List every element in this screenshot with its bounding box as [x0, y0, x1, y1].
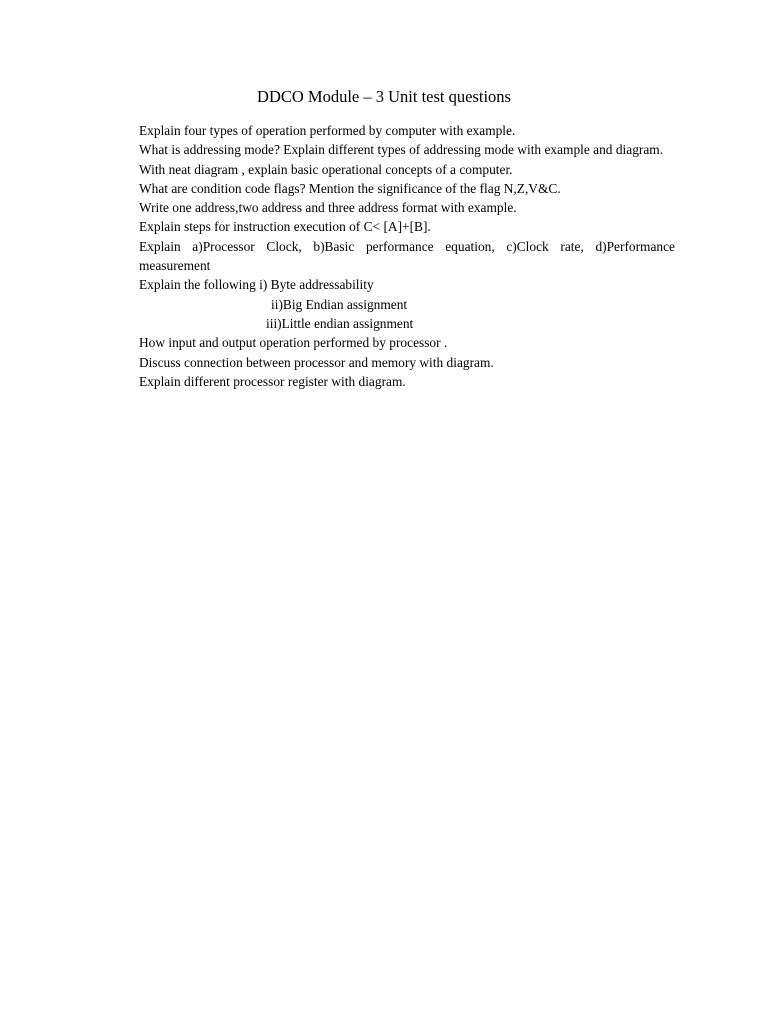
question-2: What is addressing mode? Explain different types of addressing mode with example and diagram. [139, 142, 664, 158]
question-1: Explain four types of operation performed by computer with example. [139, 123, 516, 138]
question-list [139, 121, 675, 391]
question-11: Explain different processor register with diagram. [139, 373, 406, 389]
document-title [0, 86, 768, 108]
question-6: Explain steps for instruction execution of C< [A]+[B]. [139, 219, 431, 235]
document-title-text: DDCO Module – 3 Unit test questions [257, 87, 511, 106]
question-7: Explain a)Processor Clock, b)Basic performance equation, c)Clock rate, d)Performance measurement [139, 238, 675, 274]
question-3: With neat diagram , explain basic operational concepts of a computer. [139, 161, 513, 177]
question-8-subitem-iii: iii)Little endian assignment [266, 315, 414, 331]
question-9: How input and output operation performed by processor . [139, 335, 448, 351]
question-8-subitem-ii: ii)Big Endian assignment [271, 296, 408, 312]
question-8: Explain the following i) Byte addressability [139, 277, 374, 293]
question-10: Discuss connection between processor and memory with diagram. [139, 354, 494, 370]
question-5: Write one address,two address and three address format with example. [139, 200, 517, 216]
question-4: What are condition code flags? Mention the significance of the flag N,Z,V&C. [139, 180, 561, 196]
